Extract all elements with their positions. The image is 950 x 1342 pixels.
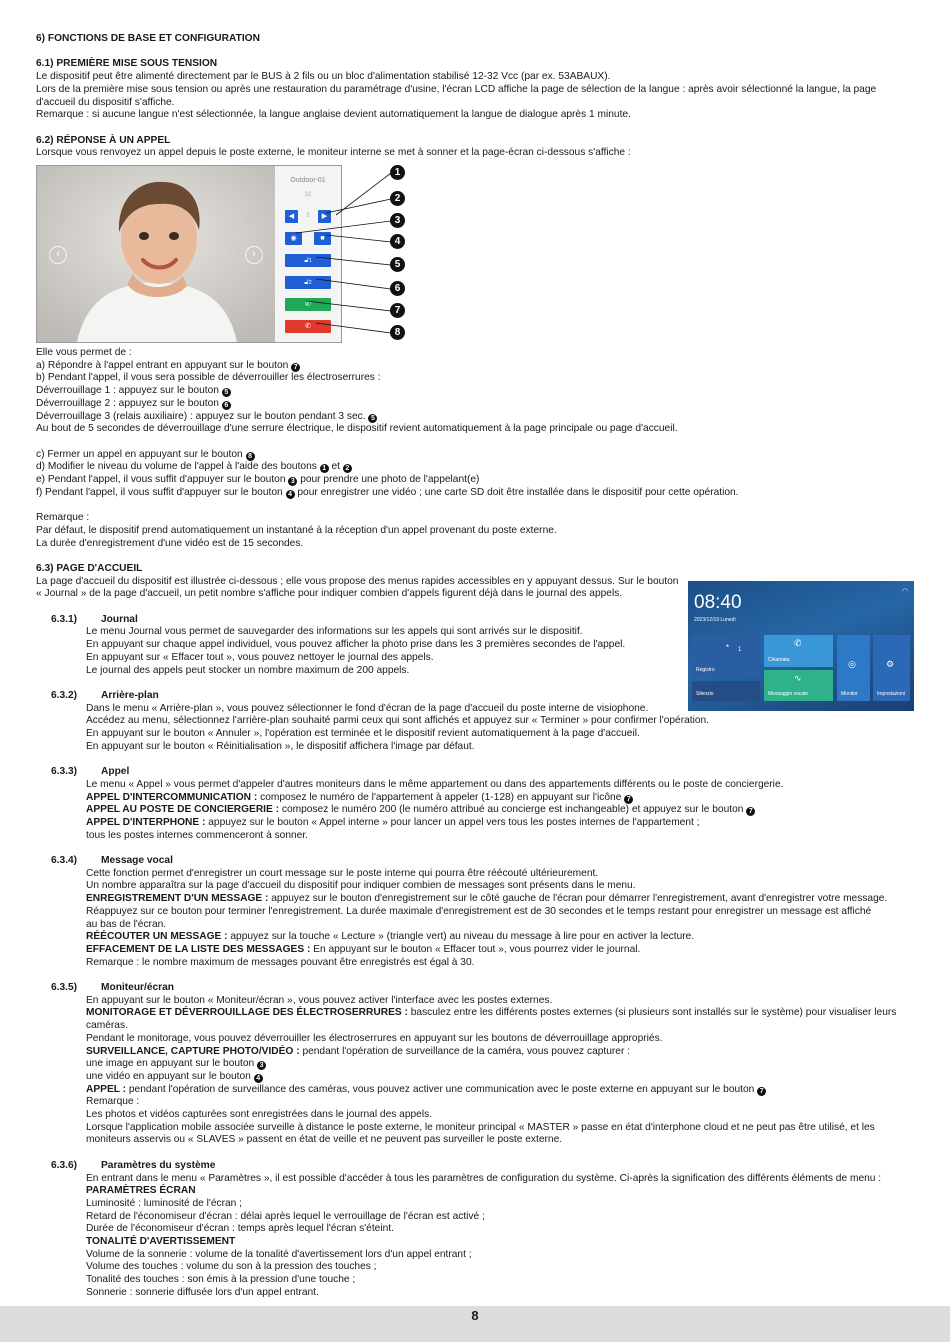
tile-impostazioni[interactable]: ⚙ Impostazioni (873, 635, 910, 701)
list-item: c) Fermer un appel en appuyant sur le bouton 8 (36, 449, 916, 462)
phone-icon: ✆ (794, 638, 802, 648)
call-screen-figure (36, 161, 916, 347)
paragraph: Remarque : (36, 512, 90, 524)
paragraph: En entrant dans le menu « Paramètres », il est possible d'accéder à tous les paramètres de configuration du système. Ci-après la signification des différents éléments de menu : (86, 1172, 882, 1184)
paragraph: Par défaut, le dispositif prend automatiquement un instantané à la réception d'un appel provenant du poste externe. (36, 524, 557, 536)
paragraph: Remarque : le nombre maximum de messages pouvant être enregistrés est égal à 30. (86, 956, 475, 968)
callout-1: 1 (390, 165, 405, 180)
paragraph: Le journal des appels peut stocker un nombre maximum de 200 appels. (86, 664, 410, 676)
subsection-6-3-3: 6.3.3) Appel (51, 766, 130, 778)
voice-message-icon: ∿ (794, 673, 802, 683)
paragraph: MONITORAGE ET DÉVERROUILLAGE DES ÉLECTROSERRURES : basculez entre les différents postes externes (si plusieurs sont installés sur le système) pour visualiser leurs caméras. (86, 1007, 897, 1032)
hang-up-button[interactable]: ✆ (285, 320, 331, 333)
tile-registro[interactable]: ◔ 1 Registro (692, 635, 760, 677)
tile-monitor[interactable]: ◎ Monitor (837, 635, 870, 701)
unlock-1-button[interactable]: 🔓︎1 (285, 254, 331, 267)
callout-5: 5 (390, 257, 405, 272)
paragraph: Tonalité des touches : son émis à la pression d'une touche ; (86, 1274, 356, 1286)
paragraph: La page d'accueil du dispositif est illustrée ci-dessous ; elle vous propose des menus rapides accessibles en y appuyant dessus. Sur le bouton (36, 575, 679, 587)
home-screen-preview (688, 581, 914, 711)
answer-call-button[interactable]: ✆ (285, 298, 331, 311)
settings-heading: PARAMÈTRES ÉCRAN (86, 1185, 196, 1197)
section-title: 6) FONCTIONS DE BASE ET CONFIGURATION (36, 33, 260, 44)
video-record-icon[interactable]: ■ (314, 232, 331, 245)
camera-icon[interactable]: ◉ (285, 232, 302, 245)
callout-7: 7 (390, 303, 405, 318)
paragraph: APPEL AU POSTE DE CONCIERGERIE : composez le numéro 200 (le numéro attribué au concierge est inchangeable) et appuyez sur le bouton 7 (86, 804, 916, 817)
paragraph: Luminosité : luminosité de l'écran ; (86, 1197, 242, 1209)
list-item: f) Pendant l'appel, il vous suffit d'appuyer sur le bouton 4 pour enregistrer une vidéo ; une carte SD doit être installée dans le dispositif pour cette opération. (36, 486, 739, 498)
callout-6: 6 (390, 281, 405, 296)
paragraph: Réappuyez sur ce bouton pour terminer l'enregistrement. La durée maximale d'enregistrement est de 30 secondes et le temps restant pour enregistrer un message est affiché (86, 905, 872, 917)
tile-messaggio-vocale[interactable]: ∿ Messaggio vocale (764, 670, 833, 701)
volume-level: 5 (306, 213, 310, 219)
paragraph: « Journal » de la page d'accueil, un petit nombre s'affiche pour indiquer combien d'appels figurent déjà dans le journal des appels. (36, 588, 623, 600)
tile-chiamata[interactable]: ✆ Chiamata (764, 635, 833, 667)
paragraph: Lorsque vous renvoyez un appel depuis le poste externe, le moniteur interne se met à sonner et la page-écran ci-dessous s'affiche : (36, 147, 631, 159)
list-item: Déverrouillage 1 : appuyez sur le bouton 5 (36, 385, 916, 398)
paragraph: Remarque : (86, 1096, 140, 1108)
paragraph: Lorsque l'application mobile associée surveille à distance le poste externe, le moniteur principal « MASTER » passe en état d'interphone cloud et ne peut pas être utilisé, et les moniteurs asservis ou « SLAVES » passent en état de veille et ne peuvent pas surveiller le poste externe. (86, 1121, 875, 1146)
paragraph: Le dispositif peut être alimenté directement par le BUS à 2 fils ou un bloc d'alimentation stabilisé 12-32 Vcc (par ex. 53ABAUX). (36, 71, 611, 83)
settings-heading: TONALITÉ D'AVERTISSEMENT (86, 1236, 236, 1248)
lock-icon: 🔓︎ (304, 279, 309, 286)
next-arrow-icon[interactable]: › (245, 246, 263, 264)
callout-8: 8 (390, 325, 405, 340)
unlock-2-button[interactable]: 🔓︎2 (285, 276, 331, 289)
paragraph: APPEL D'INTERPHONE : appuyez sur le bouton « Appel interne » pour lancer un appel vers tous les postes internes de l'appartement ; (86, 816, 700, 828)
paragraph: EFFACEMENT DE LA LISTE DES MESSAGES : En appuyant sur le bouton « Effacer tout », vous pourrez vider le journal. (86, 943, 641, 955)
callout-2: 2 (390, 191, 405, 206)
list-item: Au bout de 5 secondes de déverrouillage d'une serrure électrique, le dispositif revient automatiquement à la page principale ou page d'accueil. (36, 423, 678, 435)
list-item: d) Modifier le niveau du volume de l'appel à l'aide des boutons 1 et 2 (36, 461, 916, 474)
page-number: 8 (471, 1308, 479, 1323)
wifi-icon: ◠ (901, 588, 908, 595)
paragraph: Accédez au menu, sélectionnez l'arrière-plan souhaité parmi ceux qui sont affichés et appuyez sur « Terminer » pour confirmer l'opération. (86, 715, 710, 727)
gear-icon: ⚙ (886, 659, 895, 669)
outdoor-station-name: Outdoor-01 (290, 177, 326, 184)
paragraph: Dans le menu « Arrière-plan », vous pouvez sélectionner le fond d'écran de la page d'accueil du poste interne de visiophone. (86, 702, 649, 714)
paragraph: Un nombre apparaîtra sur la page d'accueil du dispositif pour indiquer combien de messages sont présents dans le menu. (86, 880, 636, 892)
page-footer (0, 1306, 950, 1342)
paragraph: SURVEILLANCE, CAPTURE PHOTO/VIDÉO : pendant l'opération de surveillance de la caméra, vous pouvez capturer : (86, 1045, 631, 1057)
subsection-6-3-4: 6.3.4) Message vocal (51, 855, 173, 867)
paragraph: Le menu Journal vous permet de sauvegarder des informations sur les appels qui sont arrivés sur le dispositif. (86, 626, 583, 638)
paragraph: APPEL D'INTERCOMMUNICATION : composez le numéro de l'appartement à appeler (1-128) en appuyant sur l'icône 7 (86, 792, 916, 805)
paragraph: Volume des touches : volume du son à la pression des touches ; (86, 1261, 377, 1273)
subsection-6-3-2: 6.3.2) Arrière-plan (51, 689, 159, 701)
volume-down-button[interactable]: ◀ (285, 210, 298, 223)
paragraph: Le menu « Appel » vous permet d'appeler d'autres moniteurs dans le même appartement ou dans des appartements différents ou le poste de conciergerie. (86, 778, 784, 790)
subsection-6-3-6: 6.3.6) Paramètres du système (51, 1159, 216, 1171)
callout-4: 4 (390, 234, 405, 249)
list-item: Déverrouillage 3 (relais auxiliaire) : appuyez sur le bouton pendant 3 sec. 5 (36, 411, 916, 424)
subsection-6-1-title: 6.1) PREMIÈRE MISE SOUS TENSION (36, 58, 218, 70)
paragraph: Volume de la sonnerie : volume de la tonalité d'avertissement lors d'un appel entrant ; (86, 1248, 472, 1260)
paragraph: au bas de l'écran. (86, 918, 167, 930)
callout-lines (36, 161, 456, 347)
paragraph: La durée d'enregistrement d'une vidéo est de 15 secondes. (36, 537, 304, 549)
subsection-6-2-title: 6.2) RÉPONSE À UN APPEL (36, 134, 171, 146)
paragraph: Remarque : si aucune langue n'est sélectionnée, la langue anglaise devient automatiquement la langue de dialogue après 1 minute. (36, 109, 631, 121)
paragraph: En appuyant sur chaque appel individuel, vous pouvez afficher la photo prise dans les 3 premières secondes de l'appel. (86, 639, 626, 651)
paragraph: une image en appuyant sur le bouton 3 (86, 1058, 916, 1071)
list-item: e) Pendant l'appel, il vous suffit d'appuyer sur le bouton 3 pour prendre une photo de l'appelant(e) (36, 474, 480, 486)
callout-3: 3 (390, 213, 405, 228)
paragraph: ENREGISTREMENT D'UN MESSAGE : appuyez sur le bouton d'enregistrement sur le côté gauche de l'écran pour démarrer l'enregistrement, avant d'enregistrer votre message. (86, 893, 888, 905)
volume-up-button[interactable]: ▶ (318, 210, 331, 223)
paragraph: En appuyant sur le bouton « Réinitialisation », le dispositif affichera l'image par défaut. (86, 740, 475, 752)
prev-arrow-icon[interactable]: ‹ (49, 246, 67, 264)
list-item: b) Pendant l'appel, il vous sera possible de déverrouiller les électroserrures : (36, 372, 381, 384)
paragraph: Retard de l'économiseur d'écran : délai après lequel le verrouillage de l'écran est activé ; (86, 1210, 485, 1222)
monitor-icon: ◎ (848, 659, 856, 669)
paragraph: En appuyant sur « Effacer tout », vous pouvez nettoyer le journal des appels. (86, 651, 434, 663)
tile-silenzio[interactable]: Silenzio (692, 681, 760, 701)
clock-date: 2023/12/19 Lunedì (694, 617, 736, 623)
paragraph: En appuyant sur le bouton « Annuler », l'opération est terminée et le dispositif revient automatiquement à la page d'accueil. (86, 728, 640, 740)
paragraph: RÉÉCOUTER UN MESSAGE : appuyez sur la touche « Lecture » (triangle vert) au niveau du message à lire pour en activer la lecture. (86, 931, 695, 943)
paragraph: Les photos et vidéos capturées sont enregistrées dans le journal des appels. (86, 1109, 433, 1121)
lock-icon: 🔓︎ (304, 257, 309, 264)
journal-badge: 1 (738, 647, 742, 653)
paragraph: une vidéo en appuyant sur le bouton 4 (86, 1071, 916, 1084)
paragraph: APPEL : pendant l'opération de surveillance des caméras, vous pouvez activer une communication avec le poste externe en appuyant sur le bouton 7 (86, 1084, 916, 1097)
list-item: Déverrouillage 2 : appuyez sur le bouton 6 (36, 398, 916, 411)
clock-time: 08:40 (694, 592, 742, 613)
paragraph: En appuyant sur le bouton « Moniteur/écran », vous pouvez activer l'interface avec les postes externes. (86, 994, 553, 1006)
subsection-6-3-1: 6.3.1) Journal (51, 613, 138, 625)
paragraph: Lors de la première mise sous tension ou après une restauration du paramétrage d'usine, l'écran LCD affiche la page de sélection de la langue : après avoir sélectionné la langue, la page d'accueil du dispositif s'affiche. (36, 83, 877, 108)
paragraph: Cette fonction permet d'enregistrer un court message sur le poste interne qui pourra être réécouté ultérieurement. (86, 867, 599, 879)
outdoor-station-number: 32 (304, 192, 312, 198)
subsection-6-3-title: 6.3) PAGE D'ACCUEIL (36, 562, 143, 574)
paragraph: tous les postes internes commenceront à sonner. (86, 829, 308, 841)
paragraph: Sonnerie : sonnerie diffusée lors d'un appel entrant. (86, 1286, 319, 1298)
subsection-6-3-5: 6.3.5) Moniteur/écran (51, 982, 175, 994)
list-item: a) Répondre à l'appel entrant en appuyant sur le bouton 7 (36, 360, 916, 373)
paragraph: Durée de l'économiseur d'écran : temps après lequel l'écran s'éteint. (86, 1223, 394, 1235)
paragraph: Pendant le monitorage, vous pouvez déverrouiller les électroserrures en appuyant sur les boutons de déverrouillage appropriés. (86, 1032, 663, 1044)
paragraph: Elle vous permet de : (36, 347, 132, 358)
history-icon: ◔ (724, 641, 730, 651)
